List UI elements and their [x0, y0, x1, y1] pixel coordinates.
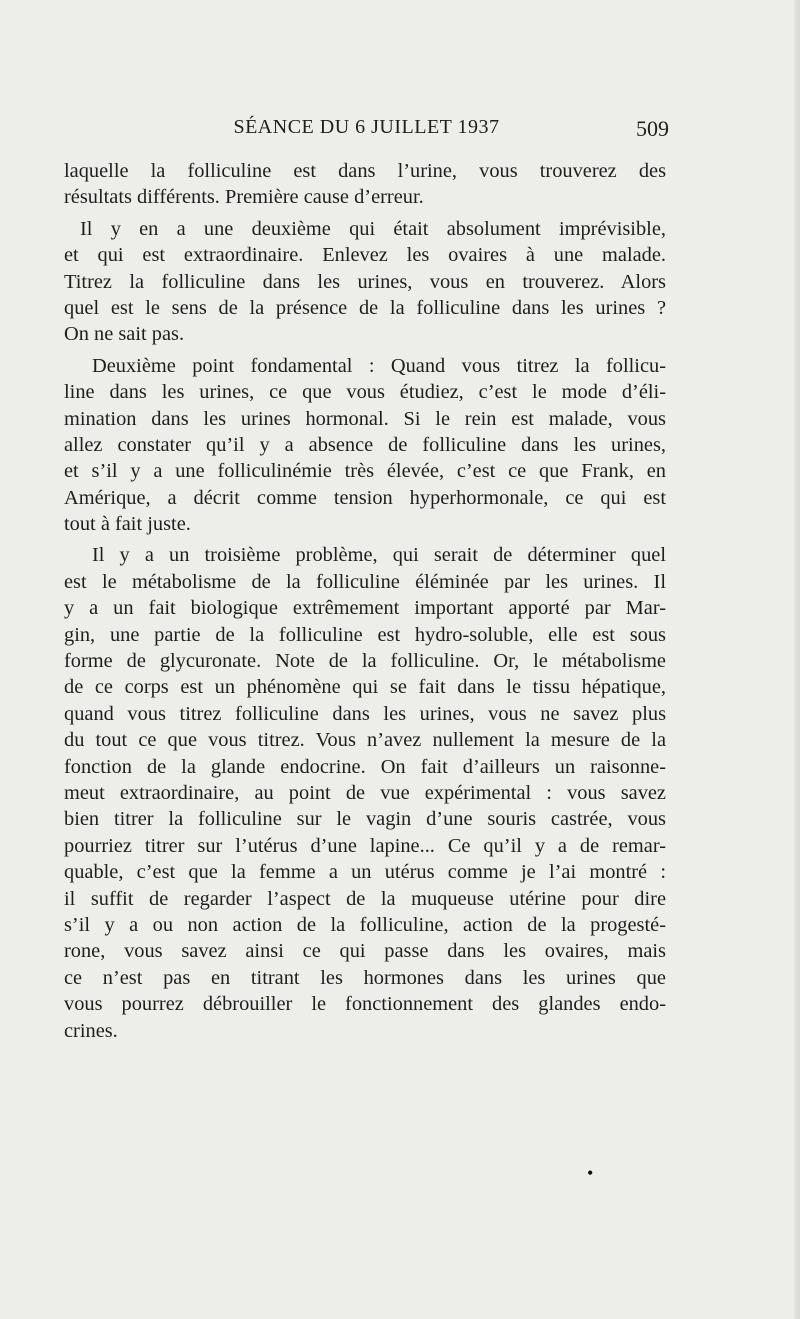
- text-line: de ce corps est un phénomène qui se fait dans le tissu hépatique,: [64, 676, 666, 699]
- page-header: [64, 116, 669, 150]
- page-edge: [794, 0, 800, 1319]
- text-line: ce n’est pas en titrant les hormones dans les urines que: [64, 966, 666, 989]
- text-line: et qui est extraordinaire. Enlevez les ovaires à une malade.: [64, 244, 666, 267]
- body-text: [64, 158, 666, 1044]
- text-line: Il y a un troisième problème, qui serait de déterminer quel: [92, 544, 666, 567]
- text-line: laquelle la folliculine est dans l’urine, vous trouverez des: [64, 160, 666, 182]
- text-line: mination dans les urines hormonal. Si le rein est malade, vous: [64, 407, 666, 430]
- text-line: allez constater qu’il y a absence de folliculine dans les urines,: [64, 433, 666, 456]
- page-number: 509: [636, 116, 669, 141]
- text-line: forme de glycuronate. Note de la folliculine. Or, le métabolisme: [64, 650, 666, 673]
- text-line: du tout ce que vous titrez. Vous n’avez nullement la mesure de la: [64, 729, 666, 752]
- text-line: line dans les urines, ce que vous étudiez, c’est le mode d’éli-: [64, 381, 666, 404]
- text-line: vous pourrez débrouiller le fonctionnement des glandes endo-: [64, 993, 666, 1016]
- text-line: il suffit de regarder l’aspect de la muqueuse utérine pour dire: [64, 887, 666, 910]
- text-line: gin, une partie de la folliculine est hydro-soluble, elle est sous: [64, 623, 666, 646]
- text-line: meut extraordinaire, au point de vue expérimental : vous savez: [64, 781, 666, 804]
- text-line: résultats différents. Première cause d’erreur.: [64, 186, 424, 209]
- text-line: bien titrer la folliculine sur le vagin d’une souris castrée, vous: [64, 808, 666, 831]
- text-line: s’il y a ou non action de la folliculine, action de la progesté-: [64, 913, 666, 936]
- text-line: quand vous titrez folliculine dans les urines, vous ne savez plus: [64, 702, 666, 725]
- text-line: Il y en a une deuxième qui était absolument imprévisible,: [80, 217, 666, 240]
- text-line: quable, c’est que la femme a un utérus comme je l’ai montré :: [64, 861, 666, 884]
- text-line: On ne sait pas.: [64, 323, 185, 346]
- text-line: crines.: [64, 1019, 118, 1042]
- text-line: y a un fait biologique extrêmement important apporté par Mar-: [64, 597, 666, 620]
- text-line: quel est le sens de la présence de la folliculine dans les urines ?: [64, 296, 666, 319]
- running-title: SÉANCE DU 6 JUILLET 1937: [233, 116, 500, 138]
- text-line: est le métabolisme de la folliculine éléminée par les urines. Il: [64, 570, 666, 593]
- text-line: Deuxième point fondamental : Quand vous titrez la follicu-: [92, 354, 666, 377]
- text-line: Titrez la folliculine dans les urines, vous en trouverez. Alors: [64, 270, 666, 293]
- text-line: Amérique, a décrit comme tension hyperhormonale, ce qui est: [64, 486, 666, 509]
- text-line: et s’il y a une folliculinémie très élevée, c’est ce que Frank, en: [64, 460, 666, 483]
- text-line: rone, vous savez ainsi ce qui passe dans les ovaires, mais: [64, 940, 666, 963]
- text-line: tout à fait juste.: [64, 513, 191, 536]
- text-line: pourriez titrer sur l’utérus d’une lapine... Ce qu’il y a de remar-: [64, 834, 666, 857]
- stray-ink-mark: •: [587, 1163, 594, 1183]
- text-line: fonction de la glande endocrine. On fait d’ailleurs un raisonne-: [64, 755, 666, 778]
